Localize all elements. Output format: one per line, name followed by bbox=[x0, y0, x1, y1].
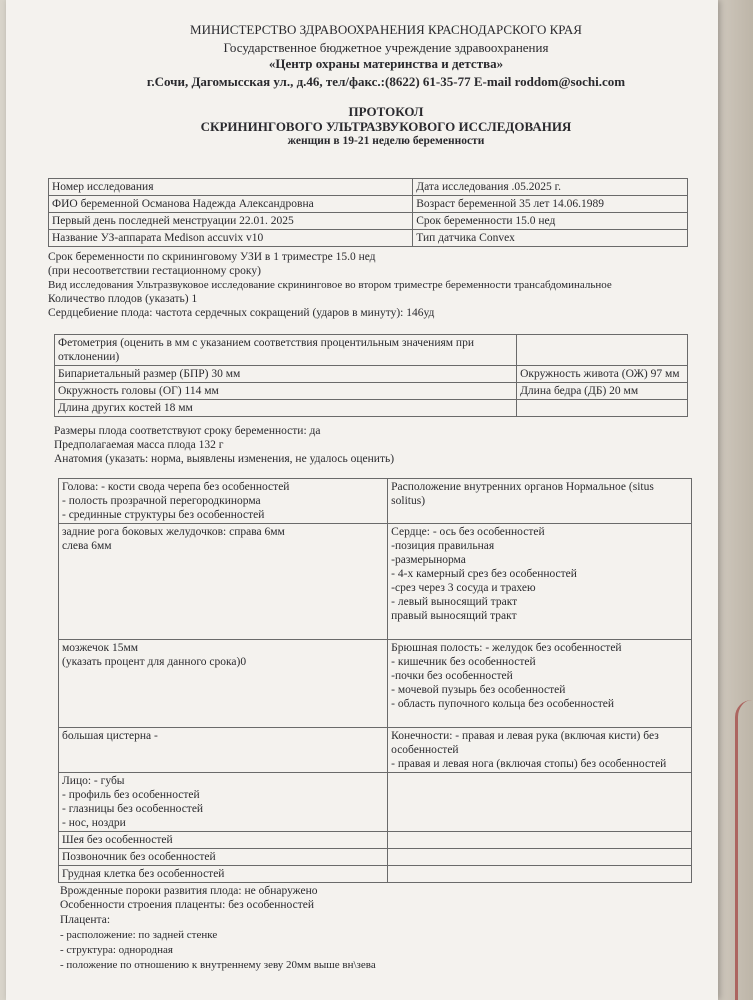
protocol-subtitle: СКРИНИНГОВОГО УЛЬТРАЗВУКОВОГО ИССЛЕДОВАНИЯ bbox=[200, 119, 572, 134]
background-cable bbox=[735, 700, 752, 1000]
table-row bbox=[55, 335, 688, 366]
table-row bbox=[55, 366, 688, 383]
table-cell bbox=[388, 866, 692, 883]
note-line: - структура: однородная bbox=[60, 944, 173, 956]
note-line: Вид исследования Ультразвуковое исследование скрининговое во втором триместре беременности трансабдоминальное bbox=[48, 279, 612, 291]
table-row bbox=[49, 213, 688, 230]
table-cell bbox=[388, 849, 692, 866]
anatomy-table bbox=[58, 478, 692, 883]
table-cell: ФИО беременной Османова Надежда Александровна bbox=[49, 196, 413, 213]
table-row bbox=[55, 400, 688, 417]
table-row bbox=[55, 383, 688, 400]
note-line: Срок беременности по скрининговому УЗИ в 1 триместре 15.0 нед bbox=[48, 251, 376, 263]
table-row bbox=[59, 773, 692, 832]
table-cell: Дата исследования .05.2025 г. bbox=[413, 179, 688, 196]
document-page bbox=[6, 0, 718, 1000]
table-cell: мозжечок 15мм (указать процент для данного срока)0 bbox=[59, 640, 388, 728]
table-cell: Номер исследования bbox=[49, 179, 413, 196]
table-cell: Первый день последней менструации 22.01. 2025 bbox=[49, 213, 413, 230]
table-cell: Конечности: - правая и левая рука (включая кисти) без особенностей - правая и левая нога (включая стопы) без особенностей bbox=[388, 728, 692, 773]
note-line: Сердцебиение плода: частота сердечных сокращений (ударов в минуту): 146уд bbox=[48, 307, 435, 319]
note-line: Предполагаемая масса плода 132 г bbox=[54, 439, 224, 451]
note-line: Плацента: bbox=[60, 914, 111, 926]
table-row bbox=[59, 640, 692, 728]
table-cell bbox=[388, 773, 692, 832]
table-cell: Срок беременности 15.0 нед bbox=[413, 213, 688, 230]
note-line: Размеры плода соответствуют сроку беременности: да bbox=[54, 425, 321, 437]
note-line: Врожденные пороки развития плода: не обнаружено bbox=[60, 885, 318, 897]
table-cell bbox=[517, 400, 688, 417]
table-cell: Расположение внутренних органов Нормальное (situs solitus) bbox=[388, 479, 692, 524]
table-cell: Название УЗ-аппарата Medison accuvix v10 bbox=[49, 230, 413, 247]
note-line: Количество плодов (указать) 1 bbox=[48, 293, 198, 305]
note-line: (при несоответствии гестационному сроку) bbox=[48, 265, 261, 277]
table-cell: Бипариетальный размер (БПР) 30 мм bbox=[55, 366, 517, 383]
table-cell: Длина бедра (ДБ) 20 мм bbox=[517, 383, 688, 400]
table-cell: Сердце: - ось без особенностей -позиция правильная -размерынорма - 4-х камерный срез без особенностей -срез через 3 сосуда и трахею - левый выносящий тракт правый выносящий тракт bbox=[388, 524, 692, 640]
table-row bbox=[59, 849, 692, 866]
note-line: Анатомия (указать: норма, выявлены изменения, не удалось оценить) bbox=[54, 453, 395, 465]
table-cell: Фетометрия (оценить в мм с указанием соответствия процентильным значениям при отклонении) bbox=[55, 335, 517, 366]
table-row bbox=[59, 728, 692, 773]
table-row bbox=[49, 230, 688, 247]
table-row bbox=[49, 196, 688, 213]
table-cell: Возраст беременной 35 лет 14.06.1989 bbox=[413, 196, 688, 213]
table-cell: Окружность живота (ОЖ) 97 мм bbox=[517, 366, 688, 383]
table-cell: Позвоночник без особенностей bbox=[59, 849, 388, 866]
protocol-scope: женщин в 19-21 неделю беременности bbox=[287, 135, 485, 147]
table-cell: Голова: - кости свода черепа без особенностей - полость прозрачной перегородкинорма - срединные структуры без особенностей bbox=[59, 479, 388, 524]
table-cell: Грудная клетка без особенностей bbox=[59, 866, 388, 883]
table-cell: большая цистерна - bbox=[59, 728, 388, 773]
contact-address: г.Сочи, Дагомысская ул., д.46, тел/факс.:(8622) 61-35-77 E-mail roddom@sochi.com bbox=[146, 74, 626, 89]
table-cell: Окружность головы (ОГ) 114 мм bbox=[55, 383, 517, 400]
note-line: - положение по отношению к внутреннему зеву 20мм выше вн\зева bbox=[60, 959, 376, 971]
institution-name: Государственное бюджетное учреждение здравоохранения bbox=[223, 40, 549, 55]
table-row bbox=[59, 832, 692, 849]
note-line: - расположение: по задней стенке bbox=[60, 929, 218, 941]
table-cell: Шея без особенностей bbox=[59, 832, 388, 849]
table-row bbox=[59, 524, 692, 640]
table-cell: Лицо: - губы - профиль без особенностей - глазницы без особенностей - нос, ноздри bbox=[59, 773, 388, 832]
note-line: Особенности строения плаценты: без особенностей bbox=[60, 899, 314, 911]
center-name: «Центр охраны материнства и детства» bbox=[268, 56, 504, 71]
table-cell bbox=[388, 832, 692, 849]
table-cell: Тип датчика Convex bbox=[413, 230, 688, 247]
table-cell: задние рога боковых желудочков: справа 6мм слева 6мм bbox=[59, 524, 388, 640]
protocol-title: ПРОТОКОЛ bbox=[348, 104, 424, 119]
table-cell: Брюшная полость: - желудок без особенностей - кишечник без особенностей -почки без особенностей - мочевой пузырь без особенностей - область пупочного кольца без особенностей bbox=[388, 640, 692, 728]
fetometry-table bbox=[54, 334, 688, 417]
table-row bbox=[59, 479, 692, 524]
table-cell bbox=[517, 335, 688, 366]
patient-info-table bbox=[48, 178, 688, 247]
table-cell: Длина других костей 18 мм bbox=[55, 400, 517, 417]
table-row bbox=[59, 866, 692, 883]
ministry-name: МИНИСТЕРСТВО ЗДРАВООХРАНЕНИЯ КРАСНОДАРСКОГО КРАЯ bbox=[190, 22, 582, 37]
table-row bbox=[49, 179, 688, 196]
